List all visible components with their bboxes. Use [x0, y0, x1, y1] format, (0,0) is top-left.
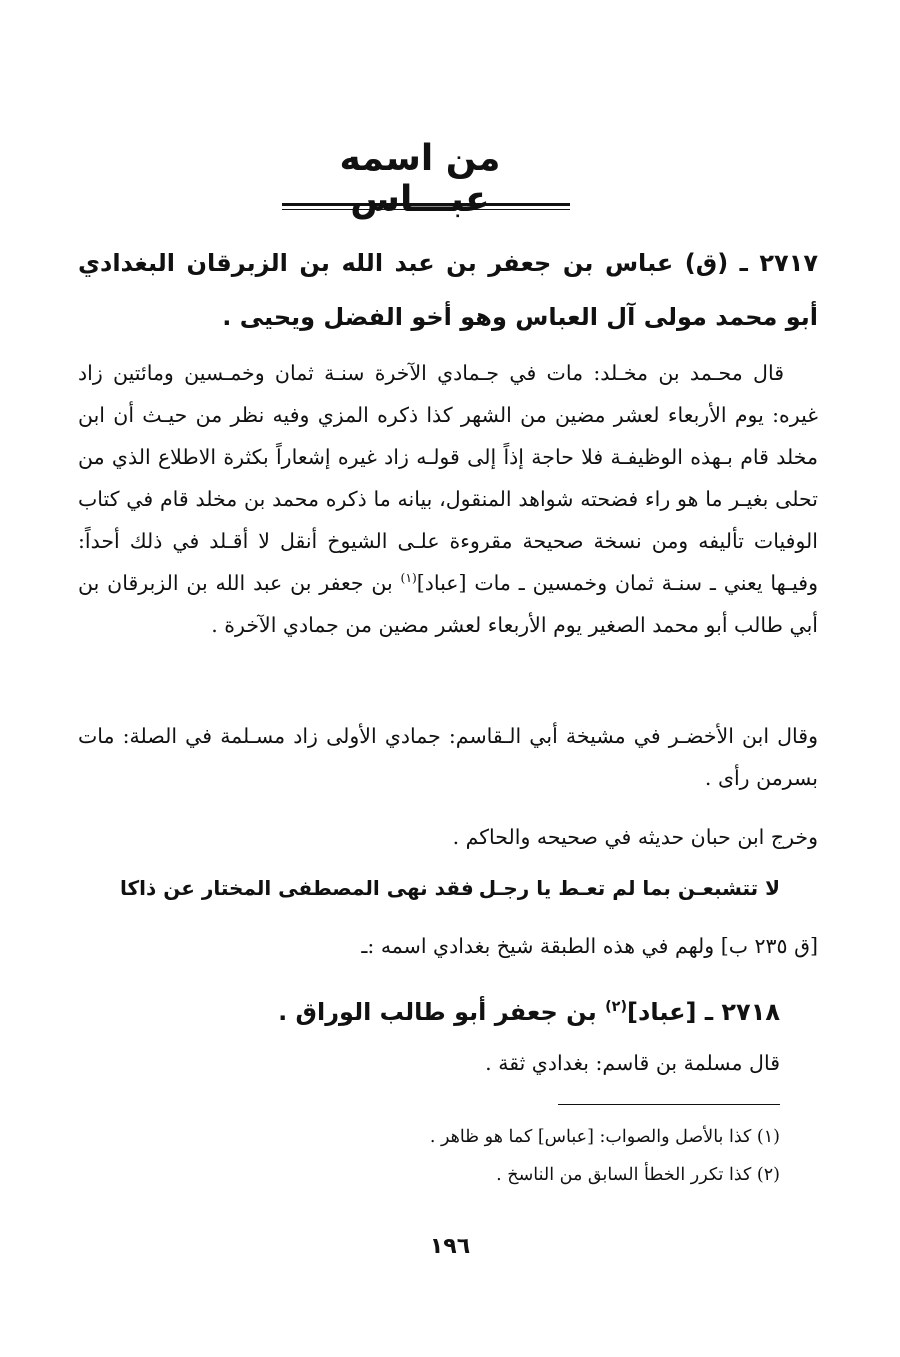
footnote-ref-2: (٢)	[605, 999, 628, 1015]
verse-second-hemistich: فقد نهى المصطفى المختار عن ذاكا	[120, 876, 474, 900]
paragraph-ibn-hibban: وخرج ابن حبان حديثه في صحيحه والحاكم .	[452, 825, 818, 849]
entry-heading-2717: ٢٧١٧ ـ (ق) عباس بن جعفر بن عبد الله بن الزبرقان البغدادي أبو محمد مولى آل العباس وهو أخو الفضل ويحيى .	[78, 249, 818, 331]
verse-first-hemistich: لا تتشبعـن بما لم تعـط يا رجـل	[478, 876, 780, 900]
paragraph-manuscript-note: [ق ٢٣٥ ب] ولهم في هذه الطبقة شيخ بغدادي اسمه :ـ	[361, 934, 818, 958]
title-underline	[282, 203, 570, 206]
entry-heading-2718	[80, 985, 780, 1039]
page-number: ١٩٦	[429, 1234, 471, 1259]
paragraph-death-date	[78, 352, 818, 646]
footnote-separator	[558, 1104, 780, 1105]
paragraph-text-cont: بن جعفر بن عبد الله بن الزبرقان بن أبي طالب أبو محمد الصغير يوم الأربعاء لعشر مضين من جمادي الآخرة .	[78, 571, 818, 637]
entry-heading-text-cont: بن جعفر أبو طالب الوراق .	[278, 998, 606, 1026]
chapter-title: من اسمه عبـــاس	[339, 138, 501, 220]
title-underline-thin	[282, 209, 570, 210]
paragraph-ibn-alakhdar: وقال ابن الأخضـر في مشيخة أبي الـقاسم: جمادي الأولى زاد مسـلمة في الصلة: مات بسرمن رأى .	[78, 724, 818, 790]
paragraph-text: قال محـمد بن مخـلد: مات في جـمادي الآخرة سنـة ثمان وخمـسين ومائتين زاد غيره: يوم الأربعاء لعشر مضين من الشهر كذا ذكره المزي وفيه نظر من حيـث أن ابن مخلد قام بـهذه الوظيفـة فلا حاجة إذاً إلى قولـه زاد غيره إشعاراً بكثرة الاطلاع الذي من تحلى بغيـر ما هو راء فضحته شواهد المنقول، بيانه ما ذكره محمد بن مخلد قام في كتاب الوفيات تأليفه ومن نسخة صحيحة مقروءة علـى الشيوخ أنقل لا أقـلد في ذلك أحداً: وفيـها يعني ـ سنـة ثمان وخمسين ـ مات [عباد]	[78, 361, 818, 595]
paragraph-maslama: قال مسلمة بن قاسم: بغدادي ثقة .	[485, 1051, 780, 1075]
entry-heading-text: ٢٧١٨ ـ [عباد]	[627, 998, 780, 1026]
footnote-1: (١) كذا بالأصل والصواب: [عباس] كما هو ظاهر .	[429, 1127, 780, 1147]
poetry-verse	[120, 868, 780, 908]
footnote-2: (٢) كذا تكرر الخطأ السابق من الناسخ .	[496, 1165, 780, 1185]
footnote-ref-1: (١)	[400, 571, 417, 586]
